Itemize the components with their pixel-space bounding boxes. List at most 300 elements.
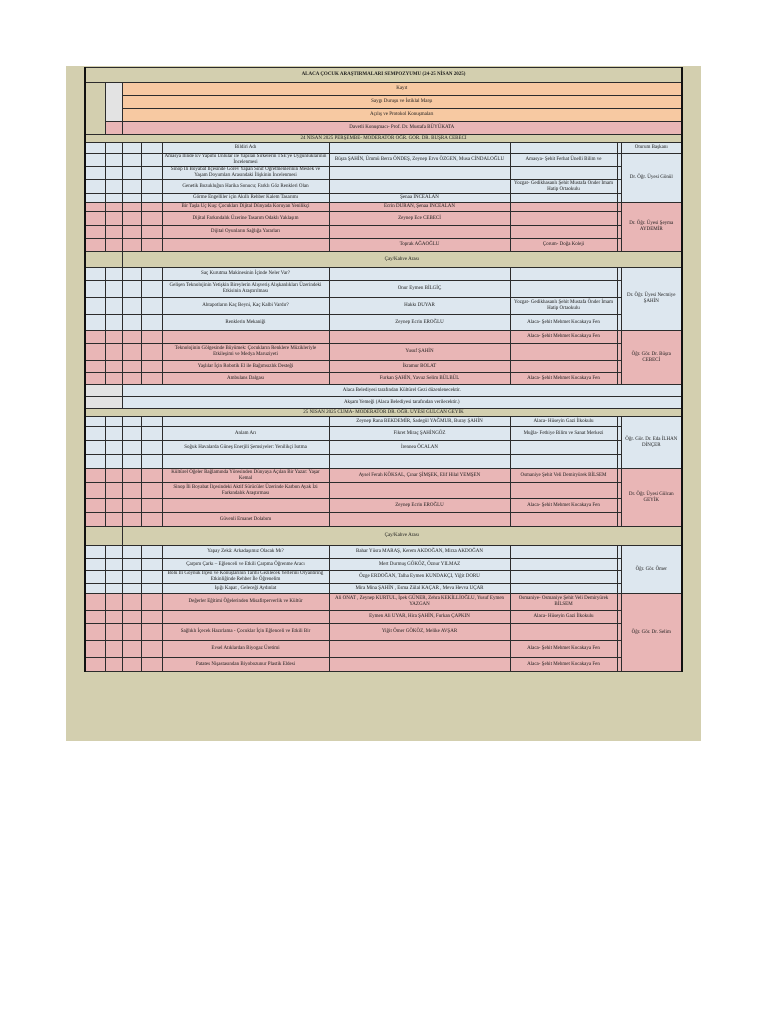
row-marker-cell bbox=[141, 469, 162, 483]
spacer-cell bbox=[617, 361, 621, 373]
table-row bbox=[85, 68, 682, 83]
table-row bbox=[85, 83, 682, 96]
row-marker-cell bbox=[105, 361, 122, 373]
row-marker-cell bbox=[85, 559, 105, 571]
row-marker-cell bbox=[141, 584, 162, 594]
day-header: 24 NİSAN 2025 PERŞEMBE- MODERATÖR ÖĞR. GÖR. DR. BÜŞRA CEBECİ bbox=[85, 135, 682, 143]
paper-school: Alaca- Şehit Mehmet Kocakaya Fen bbox=[510, 331, 617, 344]
paper-school: Alaca- Şehit Mehmet Kocakaya Fen bbox=[510, 373, 617, 385]
row-marker-cell bbox=[122, 361, 141, 373]
row-marker-cell bbox=[85, 268, 105, 281]
row-marker-cell bbox=[85, 154, 105, 167]
spacer-cell bbox=[617, 344, 621, 361]
paper-school: Alaca- Hüseyin Gazi İlkokulu bbox=[510, 611, 617, 624]
row-marker-cell bbox=[122, 226, 141, 239]
spacer-cell bbox=[617, 239, 621, 252]
paper-title: Evsel Atıklardan Biyogaz Üretimi bbox=[162, 641, 329, 658]
row-marker-cell bbox=[122, 441, 141, 455]
paper-authors: Yusuf ŞAHİN bbox=[329, 344, 510, 361]
paper-school bbox=[510, 584, 617, 594]
row-marker-cell bbox=[141, 298, 162, 315]
row-marker-cell bbox=[105, 143, 122, 154]
table-row bbox=[85, 239, 682, 252]
row-marker-cell bbox=[85, 571, 105, 584]
paper-authors: Toprak AĞAOĞLU bbox=[329, 239, 510, 252]
row-marker-cell bbox=[105, 513, 122, 527]
paper-title: Genetik Bozukluğun Harika Sonucu; Farklı Göz Renkleri Olan bbox=[162, 180, 329, 194]
row-marker-cell bbox=[85, 584, 105, 594]
paper-authors: Fikret Miraç ŞAHİNGÖZ bbox=[329, 427, 510, 441]
row-marker-cell bbox=[122, 344, 141, 361]
table-row bbox=[85, 268, 682, 281]
table-row bbox=[85, 331, 682, 344]
cultural-trip-note: Alaca Belediyesi tarafından Kültürel Gezi düzenlenecektir. bbox=[122, 385, 682, 397]
paper-title: Soğuk Havalarda Güneş Enerjili Şemsiyeler: Yenilikçi Isıtma bbox=[162, 441, 329, 455]
table-row bbox=[85, 571, 682, 584]
row-marker-cell bbox=[122, 455, 141, 469]
table-row bbox=[85, 499, 682, 513]
row-marker-cell bbox=[85, 252, 122, 268]
row-marker-cell bbox=[105, 194, 122, 203]
spacer-cell bbox=[617, 212, 621, 226]
table-row bbox=[85, 96, 682, 109]
table-row bbox=[85, 417, 682, 427]
row-marker-cell bbox=[141, 441, 162, 455]
paper-school: Alaca- Şehit Mehmet Kocakaya Fen bbox=[510, 499, 617, 513]
paper-title: Yaşlılar İçin Robotik El ile Bağımsızlık Desteği bbox=[162, 361, 329, 373]
dinner-note: Akşam Yemeği (Alaca Belediyesi tarafından verilecektir.) bbox=[122, 397, 682, 409]
row-marker-cell bbox=[122, 513, 141, 527]
row-marker-cell bbox=[122, 268, 141, 281]
table-row bbox=[85, 483, 682, 499]
row-marker-cell bbox=[85, 499, 105, 513]
paper-title: Amasya İlinde Ev Yapımı Unlular ile Yapılan Sirkelerin TSE'ye Uygunluklarının İncelenmesi bbox=[162, 154, 329, 167]
row-marker-cell bbox=[141, 167, 162, 180]
row-marker-cell bbox=[85, 397, 122, 409]
row-marker-cell bbox=[141, 641, 162, 658]
table-row bbox=[85, 226, 682, 239]
row-marker-cell bbox=[141, 483, 162, 499]
row-marker-cell bbox=[85, 469, 105, 483]
table-row bbox=[85, 281, 682, 298]
row-marker-cell bbox=[105, 180, 122, 194]
row-marker-cell bbox=[105, 203, 122, 212]
row-marker-cell bbox=[122, 559, 141, 571]
paper-authors bbox=[329, 641, 510, 658]
row-marker-cell bbox=[141, 239, 162, 252]
row-marker-cell bbox=[122, 546, 141, 559]
paper-school bbox=[510, 546, 617, 559]
row-marker-cell bbox=[105, 122, 122, 135]
row-marker-cell bbox=[141, 281, 162, 298]
row-marker-cell bbox=[105, 546, 122, 559]
row-marker-cell bbox=[105, 268, 122, 281]
table-row bbox=[85, 527, 682, 546]
spacer-cell bbox=[617, 584, 621, 594]
row-marker-cell bbox=[85, 344, 105, 361]
paper-title bbox=[162, 499, 329, 513]
column-header-chair: Oturum Başkanı bbox=[621, 143, 682, 154]
spacer-cell bbox=[617, 441, 621, 455]
session-chair: Dr. Öğr. Üyesi Gönül bbox=[621, 154, 682, 203]
symposium-title: ALACA ÇOCUK ARAŞTIRMALARI SEMPOZYUMU (24-25 NİSAN 2025) bbox=[85, 68, 682, 83]
row-marker-cell bbox=[105, 417, 122, 427]
table-row bbox=[85, 135, 682, 143]
row-marker-cell bbox=[105, 499, 122, 513]
paper-authors bbox=[329, 331, 510, 344]
row-marker-cell bbox=[105, 571, 122, 584]
row-marker-cell bbox=[122, 469, 141, 483]
row-marker-cell bbox=[85, 331, 105, 344]
paper-school: Alaca- Şehit Mehmet Kocakaya Fen bbox=[510, 641, 617, 658]
table-row bbox=[85, 584, 682, 594]
paper-school: Alaca- Hüseyin Gazi İlkokulu bbox=[510, 417, 617, 427]
row-marker-cell bbox=[85, 658, 105, 672]
paper-school bbox=[510, 571, 617, 584]
row-marker-cell bbox=[122, 194, 141, 203]
spacer-cell bbox=[617, 658, 621, 672]
row-marker-cell bbox=[85, 281, 105, 298]
paper-school bbox=[510, 624, 617, 641]
paper-authors: Ecrin DURAN, Şenaa İNCEALAN bbox=[329, 203, 510, 212]
row-marker-cell bbox=[122, 417, 141, 427]
spacer-cell bbox=[617, 483, 621, 499]
row-marker-cell bbox=[122, 315, 141, 331]
spacer-cell bbox=[617, 571, 621, 584]
row-marker-cell bbox=[141, 417, 162, 427]
paper-title bbox=[162, 417, 329, 427]
row-marker-cell bbox=[141, 331, 162, 344]
paper-authors: Zeynep Ece CEBECİ bbox=[329, 212, 510, 226]
table-row bbox=[85, 624, 682, 641]
row-marker-cell bbox=[122, 611, 141, 624]
symposium-schedule-table bbox=[84, 67, 683, 672]
row-marker-cell bbox=[105, 281, 122, 298]
row-marker-cell bbox=[85, 483, 105, 499]
row-marker-cell bbox=[122, 658, 141, 672]
row-marker-cell bbox=[105, 469, 122, 483]
paper-school bbox=[510, 559, 617, 571]
paper-authors: Ali ONAT , Zeynep KURTUL, İpek GÜNER, Zehra KEKİLLİOĞLU, Yusuf Eymen YAZGAN bbox=[329, 594, 510, 611]
row-marker-cell bbox=[141, 203, 162, 212]
table-row bbox=[85, 344, 682, 361]
opening-program-item: Açılış ve Protokol Konuşmaları bbox=[122, 109, 682, 122]
paper-school bbox=[510, 212, 617, 226]
paper-title: Gelişen Teknolojinin Yetişkin Bireylerin Alışveriş Alışkanlıkları Üzerindeki Etkisinin Araştırılması bbox=[162, 281, 329, 298]
paper-title: Çarpım Çarkı – Eğlenceli ve Etkili Çarpma Öğrenme Aracı bbox=[162, 559, 329, 571]
spacer-cell bbox=[617, 167, 621, 180]
row-marker-cell bbox=[105, 641, 122, 658]
day-header: 25 NİSAN 2025 CUMA- MODERATÖR DR. ÖĞR. ÜYESİ GÜLCAN GEYİK bbox=[85, 409, 682, 417]
table-row bbox=[85, 594, 682, 611]
row-marker-cell bbox=[105, 624, 122, 641]
table-row bbox=[85, 154, 682, 167]
table-row bbox=[85, 315, 682, 331]
column-header-paper: Bildiri Adı bbox=[162, 143, 329, 154]
table-row bbox=[85, 122, 682, 135]
paper-title: Ahtapotların Kaç Beyni, Kaç Kalbi Vardır? bbox=[162, 298, 329, 315]
row-marker-cell bbox=[85, 546, 105, 559]
paper-school bbox=[510, 513, 617, 527]
paper-authors: Bahar Yüsra MARAŞ, Kerem AKDOĞAN, Mirza AKDOĞAN bbox=[329, 546, 510, 559]
row-marker-cell bbox=[141, 344, 162, 361]
paper-school bbox=[510, 483, 617, 499]
table-row bbox=[85, 546, 682, 559]
row-marker-cell bbox=[85, 373, 105, 385]
paper-school bbox=[510, 361, 617, 373]
table-row bbox=[85, 298, 682, 315]
spacer-cell bbox=[617, 611, 621, 624]
paper-authors: Eymen Ali UYAR, Hira ŞAHİN, Furkan ÇAPKIN bbox=[329, 611, 510, 624]
row-marker-cell bbox=[105, 611, 122, 624]
session-chair: Öğr. Gör. Ömer bbox=[621, 546, 682, 594]
row-marker-cell bbox=[85, 226, 105, 239]
paper-school bbox=[510, 226, 617, 239]
table-row bbox=[85, 441, 682, 455]
paper-authors: Mert Durmuş GÖKÖZ, Öznur YILMAZ bbox=[329, 559, 510, 571]
row-marker-cell bbox=[122, 499, 141, 513]
table-row bbox=[85, 252, 682, 268]
row-marker-cell bbox=[85, 298, 105, 315]
row-marker-cell bbox=[141, 154, 162, 167]
paper-authors bbox=[329, 226, 510, 239]
table-row bbox=[85, 109, 682, 122]
row-marker-cell bbox=[141, 559, 162, 571]
row-marker-cell bbox=[141, 455, 162, 469]
paper-title: Renklerin Mekaniği bbox=[162, 315, 329, 331]
row-marker-cell bbox=[85, 624, 105, 641]
paper-school bbox=[510, 281, 617, 298]
table-row bbox=[85, 611, 682, 624]
paper-title: Sağlıklı İçecek Hazırlama - Çocuklar İçin Eğlenceli ve Etkili Bir bbox=[162, 624, 329, 641]
row-marker-cell bbox=[105, 455, 122, 469]
paper-authors: Yiğit Ömer GÖKÖZ, Melike AVŞAR bbox=[329, 624, 510, 641]
row-marker-cell bbox=[105, 154, 122, 167]
row-marker-cell bbox=[105, 226, 122, 239]
table-row bbox=[85, 641, 682, 658]
row-marker-cell bbox=[141, 143, 162, 154]
row-marker-cell bbox=[105, 315, 122, 331]
opening-program-item: Kayıt bbox=[122, 83, 682, 96]
row-marker-cell bbox=[85, 361, 105, 373]
row-marker-cell bbox=[85, 611, 105, 624]
paper-authors bbox=[329, 180, 510, 194]
paper-title: Dijital Oyunların Sağlığa Yararları bbox=[162, 226, 329, 239]
row-marker-cell bbox=[122, 641, 141, 658]
row-marker-cell bbox=[85, 315, 105, 331]
row-marker-cell bbox=[122, 427, 141, 441]
row-marker-cell bbox=[105, 239, 122, 252]
spacer-cell bbox=[617, 194, 621, 203]
row-marker-cell bbox=[141, 513, 162, 527]
paper-authors: Hakkı DUYAR bbox=[329, 298, 510, 315]
row-marker-cell bbox=[141, 212, 162, 226]
spacer-cell bbox=[617, 180, 621, 194]
spacer-cell bbox=[617, 499, 621, 513]
spacer-cell bbox=[617, 455, 621, 469]
paper-school: Alaca- Şehit Mehmet Kocakaya Fen bbox=[510, 315, 617, 331]
paper-school bbox=[510, 441, 617, 455]
row-marker-cell bbox=[85, 594, 105, 611]
column-header-school bbox=[510, 143, 617, 154]
row-marker-cell bbox=[105, 584, 122, 594]
paper-title bbox=[162, 331, 329, 344]
row-marker-cell bbox=[105, 331, 122, 344]
table-row bbox=[85, 409, 682, 417]
row-marker-cell bbox=[105, 559, 122, 571]
paper-authors: İrennea ÖCALAN bbox=[329, 441, 510, 455]
table-row bbox=[85, 212, 682, 226]
row-marker-cell bbox=[141, 571, 162, 584]
spacer-cell bbox=[617, 559, 621, 571]
row-marker-cell bbox=[85, 83, 105, 135]
paper-title: Işığı Kapat , Geleceği Aydınlat bbox=[162, 584, 329, 594]
paper-title: Değerler Eğitimi Öğelerinden Misafirperverlik ve Kültür bbox=[162, 594, 329, 611]
row-marker-cell bbox=[122, 624, 141, 641]
table-row bbox=[85, 427, 682, 441]
paper-title: Anlam Arı bbox=[162, 427, 329, 441]
paper-school: Yozgat- Gedikhasanlı Şehit Mustafa Önder İmam Hatip Ortaokulu bbox=[510, 180, 617, 194]
row-marker-cell bbox=[122, 212, 141, 226]
paper-school: Yozgat- Gedikhasanlı Şehit Mustafa Önder İmam Hatip Ortaokulu bbox=[510, 298, 617, 315]
table-row bbox=[85, 373, 682, 385]
row-marker-cell bbox=[122, 180, 141, 194]
row-marker-cell bbox=[141, 180, 162, 194]
row-marker-cell bbox=[122, 154, 141, 167]
row-marker-cell bbox=[85, 417, 105, 427]
spacer-cell bbox=[617, 281, 621, 298]
row-marker-cell bbox=[85, 513, 105, 527]
session-chair: Dr. Öğr. Üyesi Gülcan GEYİK bbox=[621, 469, 682, 527]
paper-authors: Zeynep Ecrin EROĞLU bbox=[329, 499, 510, 513]
paper-authors: Özge ERDOĞAN, Talha Eymen KUNDAKÇI, Yiğit DORU bbox=[329, 571, 510, 584]
paper-school bbox=[510, 194, 617, 203]
row-marker-cell bbox=[85, 180, 105, 194]
paper-authors bbox=[329, 455, 510, 469]
row-marker-cell bbox=[85, 427, 105, 441]
row-marker-cell bbox=[122, 571, 141, 584]
paper-school: Alaca- Şehit Mehmet Kocakaya Fen bbox=[510, 658, 617, 672]
opening-program-item: Saygı Duruşu ve İstiklal Marşı bbox=[122, 96, 682, 109]
paper-authors: Zeynep Rana BEKDEMİR, Sadegül YAĞMUR, Buray ŞAHİN bbox=[329, 417, 510, 427]
paper-authors: Furkan ŞAHİN, Yavuz Selim BÜLBÜL bbox=[329, 373, 510, 385]
row-marker-cell bbox=[122, 298, 141, 315]
paper-title bbox=[162, 611, 329, 624]
row-marker-cell bbox=[105, 427, 122, 441]
row-marker-cell bbox=[85, 203, 105, 212]
row-marker-cell bbox=[141, 268, 162, 281]
row-marker-cell bbox=[85, 641, 105, 658]
paper-title: Görme Engelliler için Akıllı Rehber Kalem Tasarımı bbox=[162, 194, 329, 203]
paper-school: Çorum- Doğa Koleji bbox=[510, 239, 617, 252]
paper-authors: İkramur BOLAT bbox=[329, 361, 510, 373]
paper-authors: Şenaa İNCEALAN bbox=[329, 194, 510, 203]
paper-title: Sinop İli Boyabat İlçesinde Görev Yapan Sınıf Öğretmenlerinin Meslek ve Yaşam Doyumları Arasındaki İlişkinin İncelenmesi bbox=[162, 167, 329, 180]
table-row bbox=[85, 559, 682, 571]
paper-school bbox=[510, 167, 617, 180]
row-marker-cell bbox=[105, 212, 122, 226]
paper-authors: Zeynep Ecrin EROĞLU bbox=[329, 315, 510, 331]
row-marker-cell bbox=[105, 344, 122, 361]
row-marker-cell bbox=[122, 373, 141, 385]
row-marker-cell bbox=[141, 658, 162, 672]
spacer-cell bbox=[617, 373, 621, 385]
session-chair: Dr. Öğr. Üyesi Necmiye ŞAHİN bbox=[621, 268, 682, 331]
row-marker-cell bbox=[122, 239, 141, 252]
spacer-cell bbox=[617, 641, 621, 658]
paper-authors bbox=[329, 167, 510, 180]
row-marker-cell bbox=[85, 167, 105, 180]
opening-program-item: Davetli Konuşmacı- Prof. Dr. Mustafa BÜYÜKATA bbox=[122, 122, 682, 135]
session-chair: Dr. Öğr. Üyesi Şeyma AYDEMİR bbox=[621, 203, 682, 252]
break-label: Çay/Kahve Arası bbox=[122, 527, 682, 546]
table-row bbox=[85, 385, 682, 397]
paper-school: Muğla- Fethiye Bilim ve Sanat Merkezi bbox=[510, 427, 617, 441]
table-row bbox=[85, 658, 682, 672]
row-marker-cell bbox=[122, 143, 141, 154]
row-marker-cell bbox=[141, 315, 162, 331]
row-marker-cell bbox=[141, 546, 162, 559]
table-row bbox=[85, 361, 682, 373]
row-marker-cell bbox=[105, 483, 122, 499]
row-marker-cell bbox=[122, 331, 141, 344]
row-marker-cell bbox=[141, 373, 162, 385]
paper-school bbox=[510, 455, 617, 469]
row-marker-cell bbox=[85, 385, 122, 397]
paper-title: Bir Taşla Üç Kuş: Çocukları Dijital Dünyada Koruyan Yenilikçi bbox=[162, 203, 329, 212]
table-row bbox=[85, 469, 682, 483]
row-marker-cell bbox=[85, 455, 105, 469]
paper-authors: Onur Eymen BİLGİÇ bbox=[329, 281, 510, 298]
paper-authors: Mira Mina ŞAHİN , Esma Zülal KAÇAR , Meva Hevva UÇAR bbox=[329, 584, 510, 594]
row-marker-cell bbox=[141, 194, 162, 203]
break-label: Çay/Kahve Arası bbox=[122, 252, 682, 268]
row-marker-cell bbox=[85, 527, 122, 546]
row-marker-cell bbox=[105, 658, 122, 672]
paper-title: Dijital Farkındalık Üzerine Tasarım Odaklı Yaklaşım bbox=[162, 212, 329, 226]
table-row bbox=[85, 194, 682, 203]
spacer-cell bbox=[617, 226, 621, 239]
paper-school bbox=[510, 268, 617, 281]
paper-title: Güvenli Emanet Dolabım bbox=[162, 513, 329, 527]
row-marker-cell bbox=[122, 483, 141, 499]
paper-authors bbox=[329, 658, 510, 672]
paper-title: Yapay Zekâ: Arkadaşımız Olacak Mı? bbox=[162, 546, 329, 559]
row-marker-cell bbox=[141, 594, 162, 611]
paper-authors bbox=[329, 268, 510, 281]
row-marker-cell bbox=[141, 611, 162, 624]
table-row bbox=[85, 203, 682, 212]
row-marker-cell bbox=[122, 594, 141, 611]
spacer-cell bbox=[617, 427, 621, 441]
paper-title: Saç Kurutma Makinesinin İçinde Neler Var? bbox=[162, 268, 329, 281]
paper-title: Bolu İli Göynük İlçesi ve Konuşlarının Tarihi Gezilecek Yerlerini Oryantiring Etkinliğinde Rehber İle Öğrenelim bbox=[162, 571, 329, 584]
paper-title: Sinop İli Boyabat İlçesindeki Aktif Sürücüler Üzerinde Karbon Ayak İzi Farkındalık Araştırması bbox=[162, 483, 329, 499]
paper-school: Osmaniye Şehit Veli Demiryürek BİLSEM bbox=[510, 469, 617, 483]
session-chair: Öğr. Gör. Dr. Eda İLHAN DİNÇER bbox=[621, 417, 682, 469]
table-row bbox=[85, 513, 682, 527]
session-chair: Öğr. Gör. Dr. Büşra CEBECİ bbox=[621, 331, 682, 385]
row-marker-cell bbox=[85, 239, 105, 252]
table-row bbox=[85, 180, 682, 194]
paper-title: Teknolojinin Gölgesinde Büyümek: Çocukların Renklere Müzikleriyle Etkileşimi ve Medya Maruziyeti bbox=[162, 344, 329, 361]
paper-authors: Aysel Ferah KÖKSAL, Çınar ŞİMŞEK, Elif Hilal YEMŞEN bbox=[329, 469, 510, 483]
row-marker-cell bbox=[141, 226, 162, 239]
paper-title: Patates Nişastasından Biyobozunur Plastik Eldesi bbox=[162, 658, 329, 672]
paper-school bbox=[510, 344, 617, 361]
row-marker-cell bbox=[141, 624, 162, 641]
table-row bbox=[85, 397, 682, 409]
